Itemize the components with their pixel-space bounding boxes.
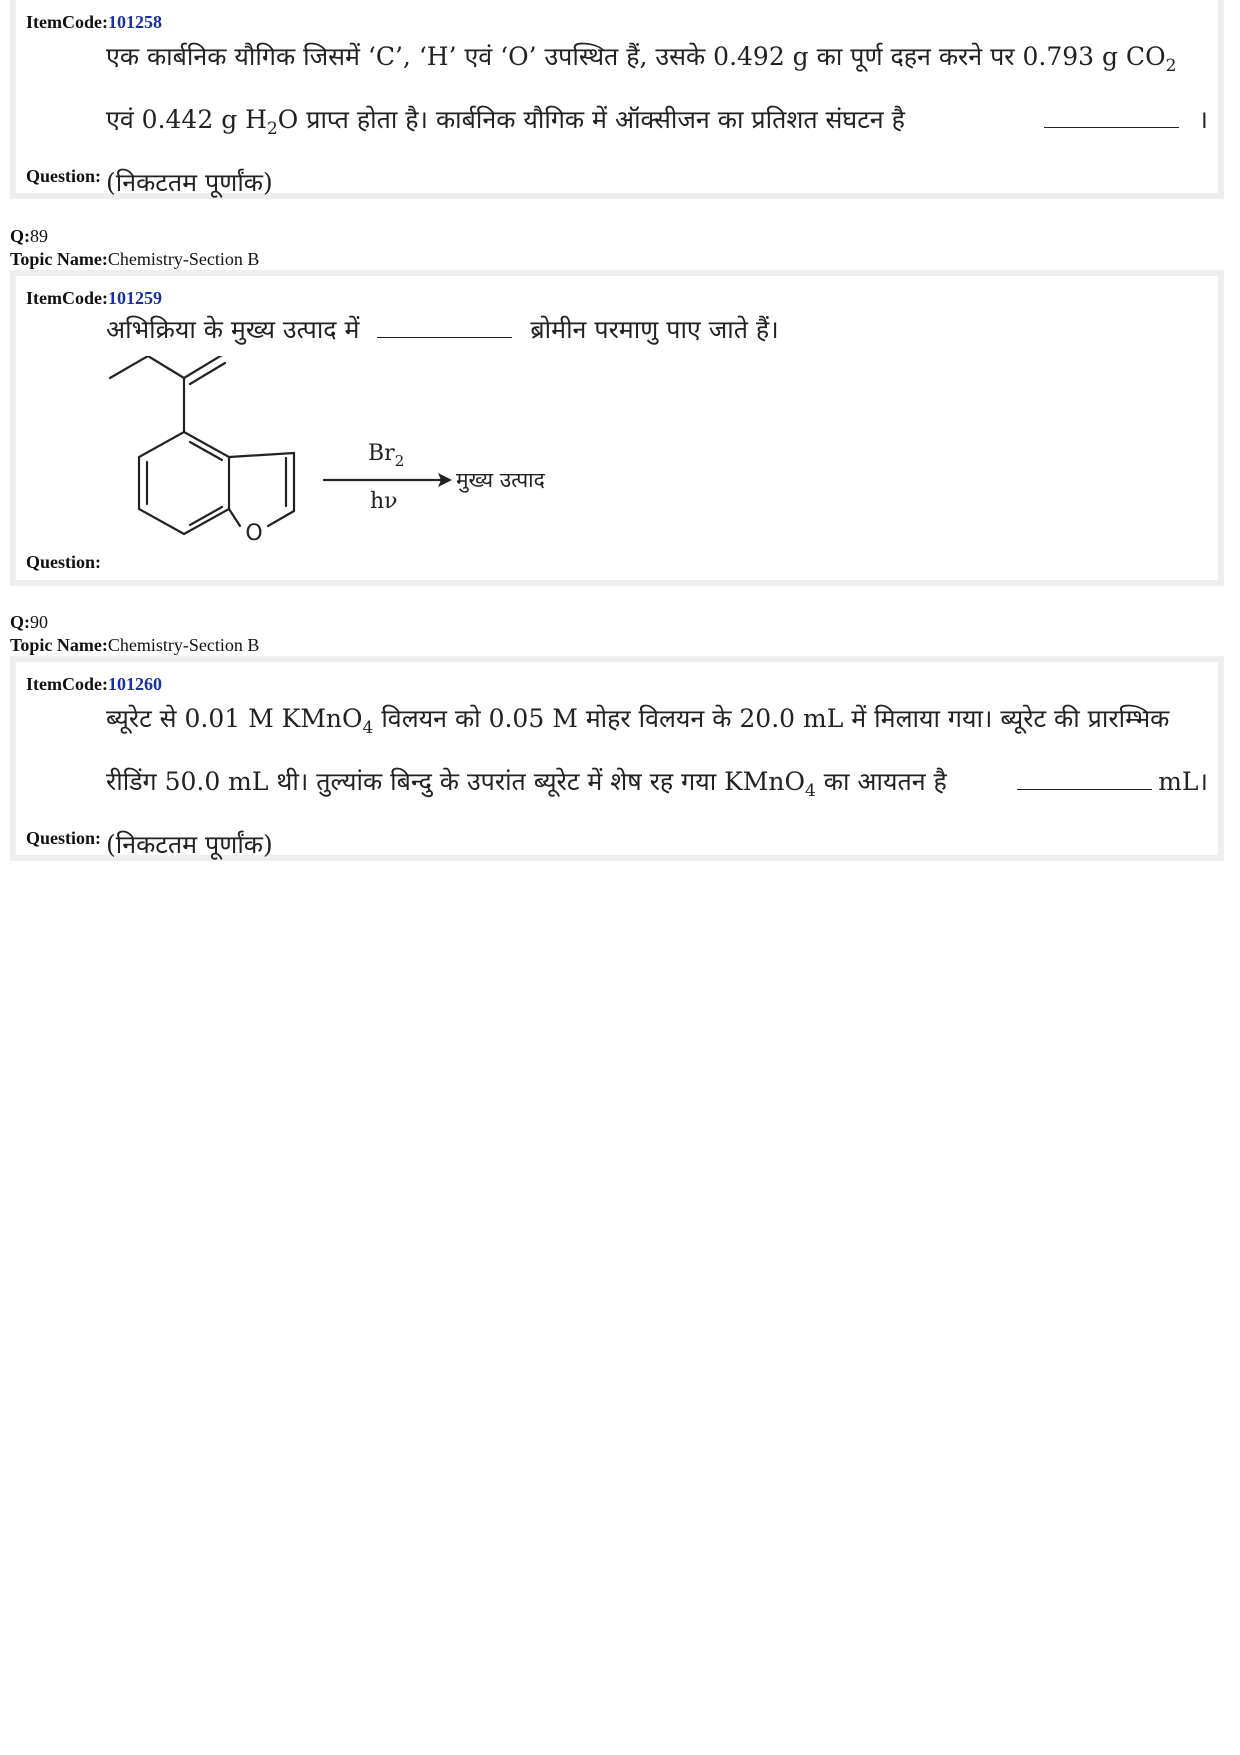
question-text — [106, 30, 1208, 209]
question-line-3: (निकटतम पूर्णांक) — [106, 168, 273, 197]
question-number: Q:90 — [10, 612, 48, 632]
question-line-2: एवं 0.442 g $H_2O$ प्राप्त होता है। कार्बनिक यौगिक में ऑक्सीजन का प्रतिशत संघटन है । — [106, 105, 1208, 139]
question-label: Question: — [26, 552, 102, 572]
answer-blank — [377, 315, 512, 338]
question-card-90 — [10, 656, 1224, 861]
question-card-89 — [10, 270, 1224, 586]
question-line-2: रीडिंग 50.0 mL थी। तुल्यांक बिन्दु के उपरांत ब्यूरेट में शेष रह गया KMnO$_4$ का आयतन है mL। — [106, 767, 1208, 801]
answer-blank — [1017, 767, 1152, 790]
condition-label: hν — [370, 489, 398, 514]
question-text — [106, 692, 1208, 871]
item-code-value: 101259 — [107, 288, 162, 308]
question-number: Q:89 — [10, 226, 48, 246]
answer-blank — [1044, 105, 1179, 128]
item-code: ItemCode:101260 — [26, 674, 162, 694]
item-code: ItemCode:101259 — [26, 288, 162, 308]
question-label: Question: — [26, 828, 102, 848]
oxygen-atom: O — [245, 521, 263, 546]
reaction-scheme — [106, 356, 626, 576]
question-label: Question: — [26, 166, 102, 186]
item-code-value: 101258 — [107, 12, 162, 32]
item-code-label: ItemCode: — [26, 12, 108, 32]
question-card-88 — [10, 0, 1224, 199]
topic-name: Topic Name:Chemistry-Section B — [10, 635, 260, 655]
question-line-1: ब्यूरेट से 0.01 M KMnO$_4$ विलयन को 0.05 M मोहर विलयन के 20.0 mL में मिलाया गया। ब्यूरेट की प्रारम्भिक — [106, 704, 1170, 738]
reagent-label: $Br_2$ — [368, 441, 405, 470]
question-text: अभिक्रिया के मुख्य उत्पाद में ब्रोमीन परमाणु पाए जाते हैं। — [106, 315, 779, 344]
question-line-3: (निकटतम पूर्णांक) — [106, 830, 273, 859]
item-code-value: 101260 — [107, 674, 162, 694]
topic-name: Topic Name:Chemistry-Section B — [10, 249, 260, 269]
product-label: मुख्य उत्पाद — [456, 468, 545, 492]
question-line-1: एक कार्बनिक यौगिक जिसमें ‘C’, ‘H’ एवं ‘O’ उपस्थित हैं, उसके 0.492 g का पूर्ण दहन करने पर 0.793 g $CO_2$ — [106, 42, 1177, 76]
